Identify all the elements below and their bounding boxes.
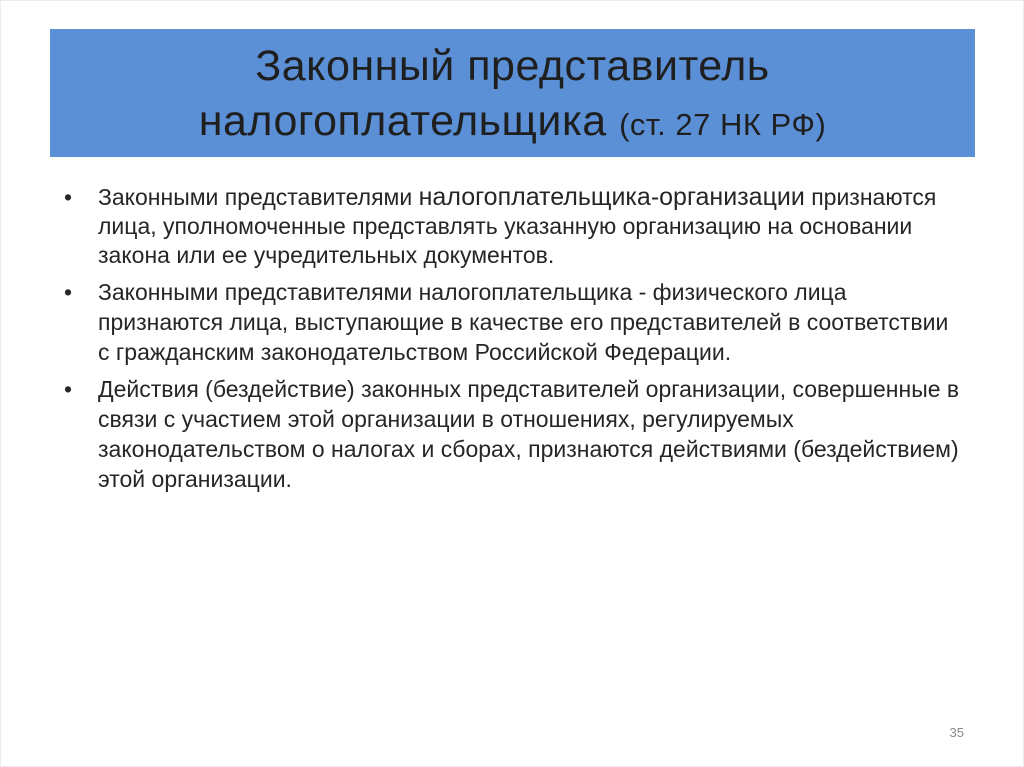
slide-title-line-2 (70, 93, 955, 153)
page-number: 35 (949, 725, 964, 740)
title-banner (50, 29, 975, 157)
bullet-list (64, 183, 964, 501)
slide-title-main: налогоплательщика (198, 97, 607, 145)
bullet-text-1a: Законными представителями (98, 184, 419, 210)
bullet-marker: • (64, 184, 73, 210)
bullet-item-3 (64, 374, 964, 494)
bullet-text-3: Действия (бездействие) законных представителей организации, совершенные в связи с участием этой организации в отношениях, регулируемых законодательством о налогах и сборах, признаются действиями (бездействием) этой организации. (98, 376, 960, 492)
bullet-item-1 (64, 183, 964, 270)
bullet-marker: • (64, 279, 73, 305)
slide-title-line-1: Законный представитель (255, 42, 770, 90)
slide-title-reference: (ст. 27 НК РФ) (619, 107, 827, 142)
bullet-item-2 (64, 277, 964, 367)
bullet-marker: • (64, 376, 73, 402)
bullet-text-2: Законными представителями налогоплательщика - физического лица признаются лица, выступающие в качестве его представителей в соответствии с гражданским законодательством Российской Федерации. (98, 279, 949, 365)
bullet-text-1b-emphasis: налогоплательщика-организации (418, 183, 805, 211)
bullet-text-1c: признаются лица, уполномоченные представлять указанную организацию на основании закона или ее учредительных документов. (98, 184, 937, 268)
